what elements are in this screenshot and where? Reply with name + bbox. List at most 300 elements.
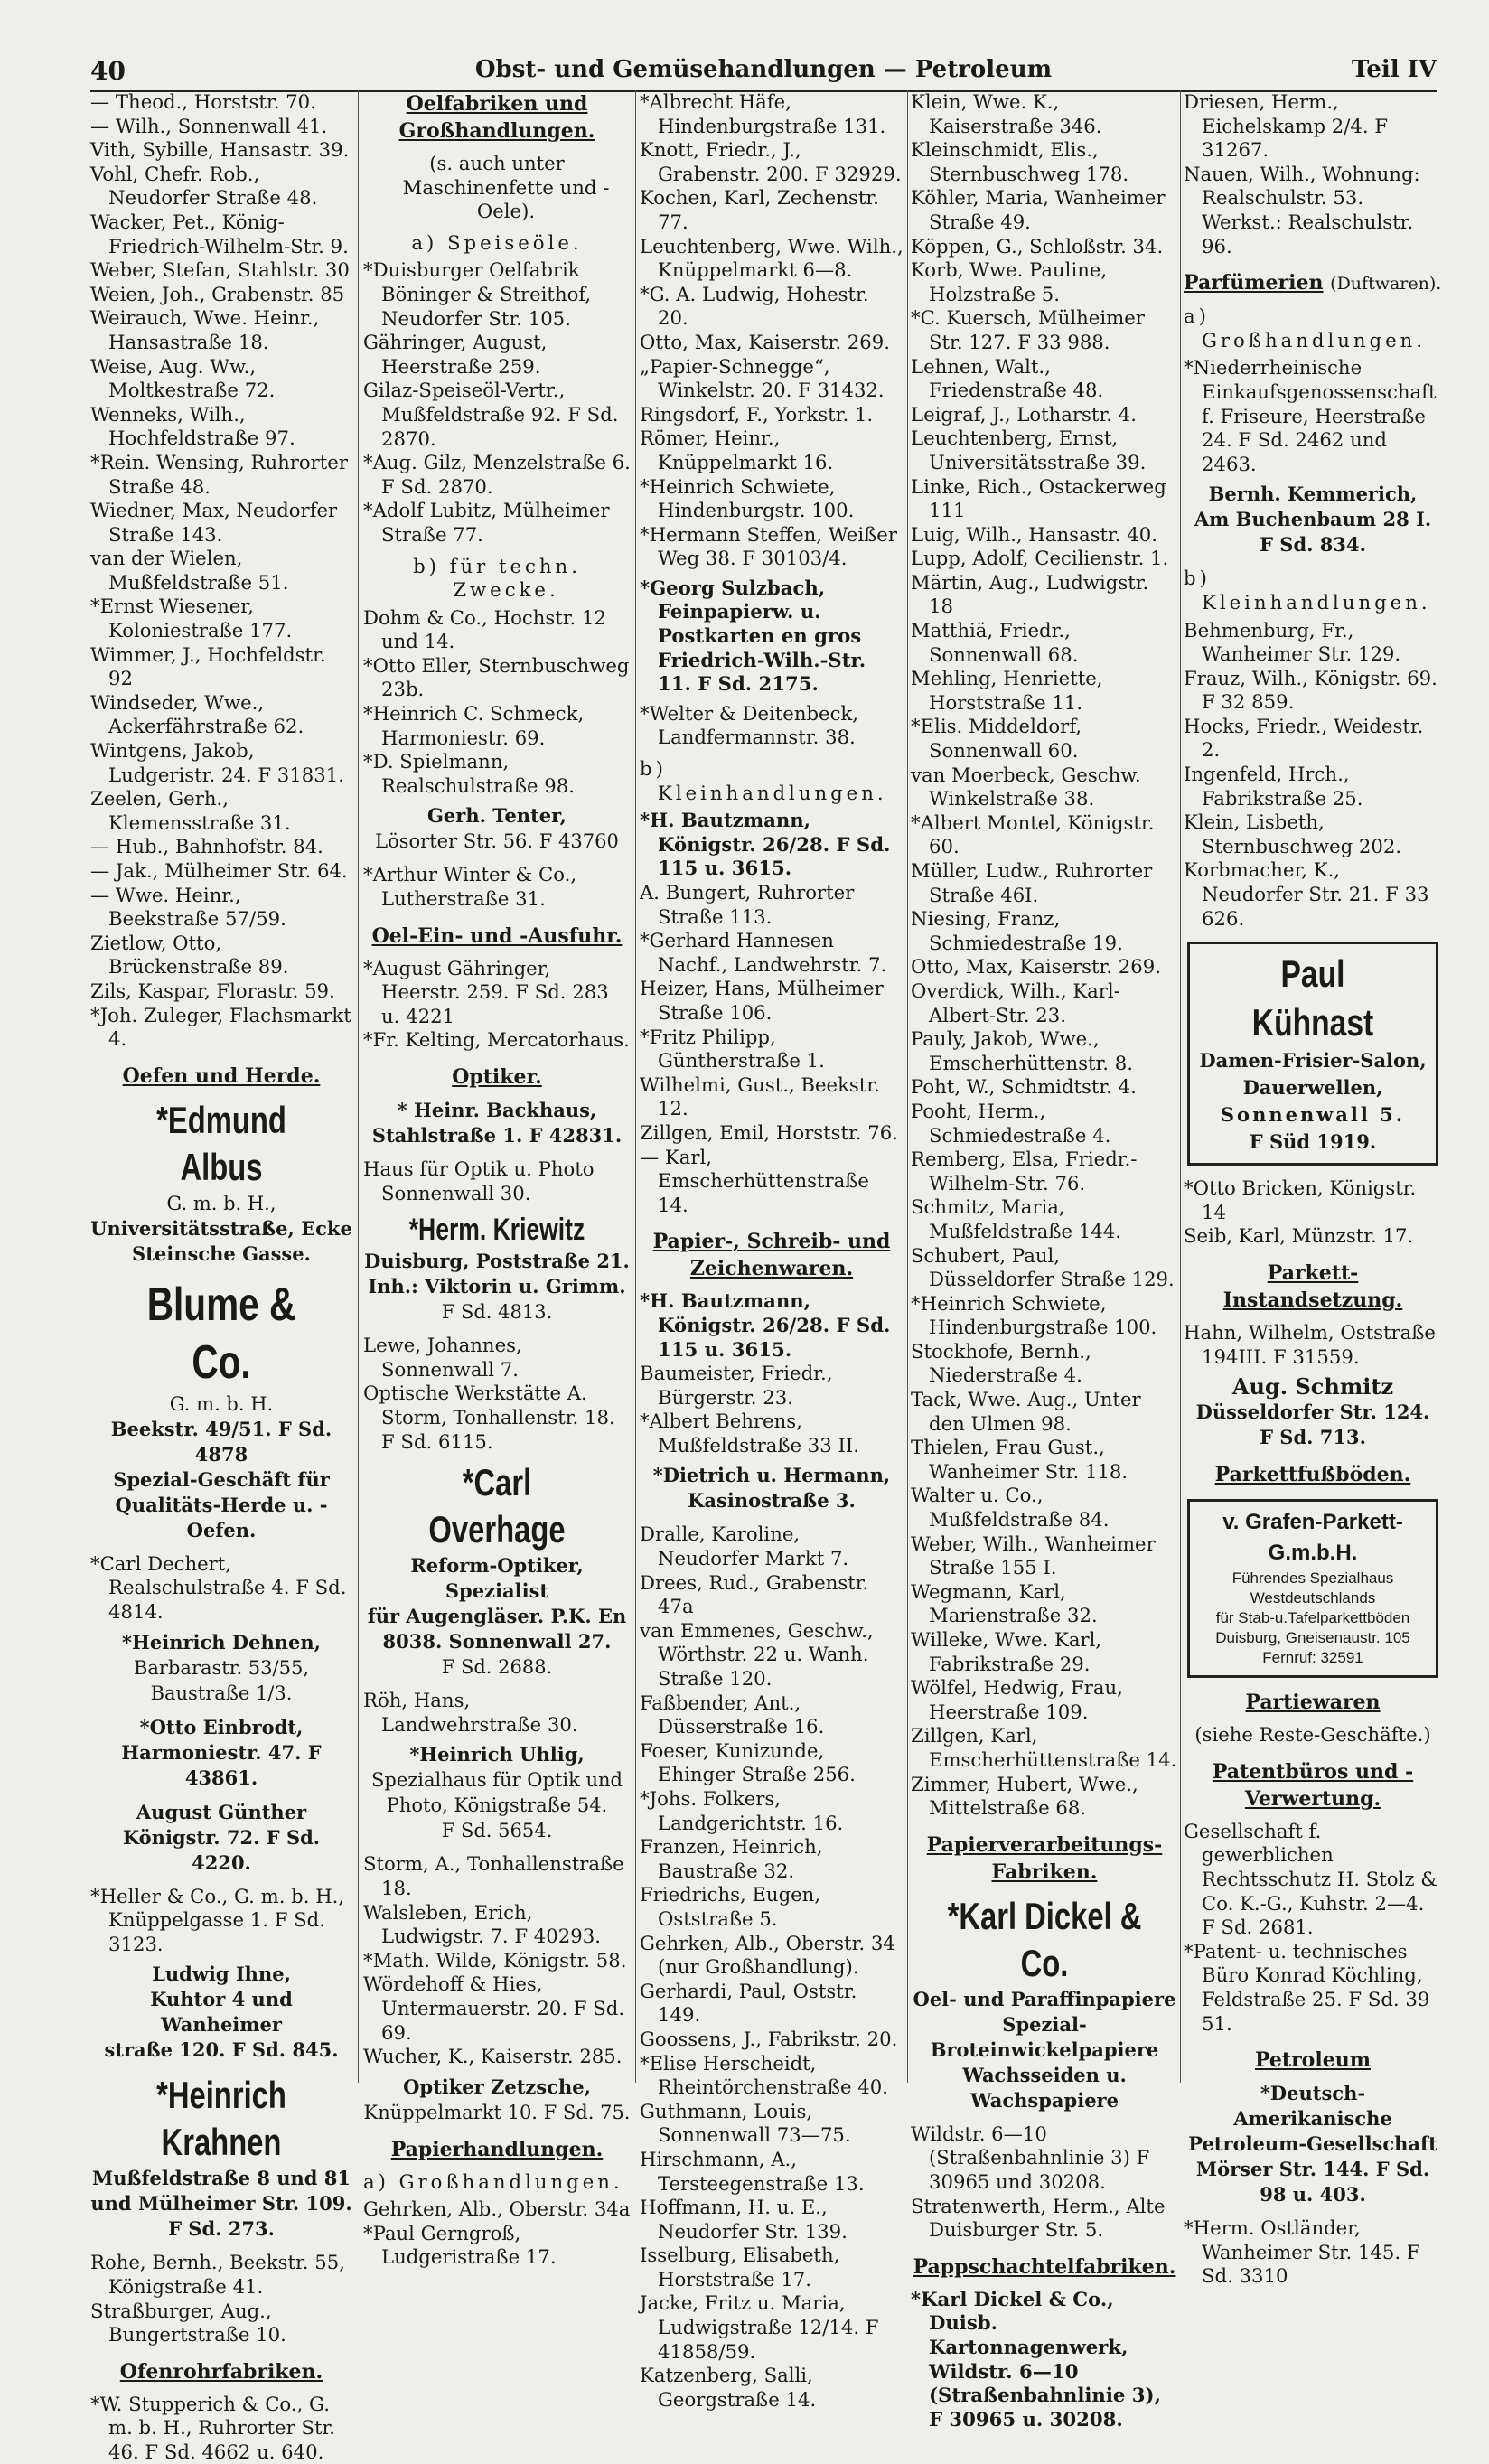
listing-entry: Isselburg, Elisabeth, Horststraße 17. (640, 2244, 840, 2291)
listing-entry: Mehling, Henriette, Horststraße 11. (911, 667, 1103, 714)
section-heading-papier-schreib: Papier-, Schreib- und Zeichenwaren. (652, 1230, 891, 1281)
ad-line: Duisburg, Gneisenaustr. 105 (1215, 1629, 1410, 1647)
listing-entry: Stockhofe, Bernh., Niederstraße 4. (911, 1339, 1091, 1387)
listing-entry: *Herm. Ostländer, Wanheimer Str. 145. F Sd. 3310 (1184, 2216, 1420, 2288)
listing-entry: Zils, Kaspar, Florastr. 59. (90, 979, 335, 1002)
listing-entry: *Elis. Middeldorf, Sonnenwall 60. (911, 715, 1082, 763)
entry-dickel-kartonnagen: *Karl Dickel & Co., Duisb. Kartonnagenwerk, Wildstr. 6—10 (Straßenbahnlinie 3), F 30965 u. 30208. (911, 2287, 1161, 2431)
ad-line: Knüppelmarkt 10. F Sd. 75. (363, 2101, 631, 2123)
listing-entry: Korbmacher, K., Neudorfer Str. 21. F 33 626. (1184, 858, 1429, 930)
listing-entry: Röh, Hans, Landwehrstraße 30. (363, 1689, 578, 1736)
listing-entry: *Carl Dechert, Realschulstraße 4. F Sd. 4814. (90, 1551, 347, 1623)
entry-dickel-address: Wildstr. 6—10 (Straßenbahnlinie 3) F 30965 und 30208. (911, 2122, 1150, 2193)
ad-line: Optiker Zetzsche, (403, 2075, 591, 2098)
listing-entry: Straßburger, Aug., Bungertstraße 10. (90, 2299, 286, 2347)
entry-list (363, 1334, 631, 1454)
listing-entry: Köppen, G., Schloßstr. 34. (911, 234, 1164, 258)
ad-line: Steinsche Gasse. (132, 1241, 311, 1265)
listing-entry: *Albrecht Häfe, Hindenburgstraße 131. (640, 90, 886, 137)
listing-entry: Katzenberg, Salli, Georgstraße 14. (640, 2364, 817, 2411)
ad-guenther (90, 1800, 352, 1876)
section-heading-oel: Oelfabriken und Großhandlungen. (398, 92, 595, 143)
listing-entry: Zietlow, Otto, Brückenstraße 89. (90, 931, 289, 979)
entry-list (1184, 1820, 1442, 2036)
listing-entry: Gerhardi, Paul, Oststr. 149. (640, 1979, 857, 2027)
entry-list (363, 606, 631, 799)
listing-entry: — Theod., Horststr. 70. (90, 90, 316, 113)
entry-list (911, 90, 1178, 1821)
column-2 (363, 90, 631, 2269)
listing-entry: Seib, Karl, Münzstr. 17. (1184, 1224, 1414, 1248)
entry-list (363, 957, 631, 1053)
listing-entry: Goossens, J., Fabrikstr. 20. (640, 2027, 898, 2050)
ad-line: F Sd. 2688. (441, 1656, 553, 1679)
listing-entry: Thielen, Frau Gust., Wanheimer Str. 118. (911, 1436, 1128, 1483)
ad-line: Qualitäts-Herde u. -Oefen. (115, 1493, 328, 1541)
listing-entry: Stratenwerth, Herm., Alte Duisburger Str. 5. (911, 2194, 1166, 2242)
listing-entry: Wacker, Pet., König-Friedrich-Wilhelm-Str. 9. (90, 210, 349, 258)
listing-entry: *Otto Bricken, Königstr. 14 (1184, 1176, 1417, 1223)
listing-entry: Knott, Friedr., J., Grabenstr. 200. F 32929. (640, 138, 902, 185)
ad-line: G. m. b. H. (169, 1392, 274, 1415)
listing-entry: Weber, Stefan, Stahlstr. 30 (90, 258, 350, 282)
ad-line: Photo, Königstraße 54. (386, 1794, 608, 1817)
listing-entry: Hirschmann, A., Tersteegenstraße 13. (640, 2147, 865, 2195)
listing-entry: Wiedner, Max, Neudorfer Straße 143. (90, 499, 338, 546)
listing-entry: Hahn, Wilhelm, Oststraße 194III. F 31559. (1184, 1321, 1436, 1368)
listing-entry: Luig, Wilh., Hansastr. 40. (911, 522, 1157, 546)
entry-list (363, 1852, 631, 2068)
column-rule (358, 90, 359, 2083)
listing-entry: Weien, Joh., Grabenstr. 85 (90, 282, 345, 305)
listing-entry: Zimmer, Hubert, Wwe., Mittelstraße 68. (911, 1772, 1138, 1820)
listing-entry: Leigraf, J., Lotharstr. 4. (911, 402, 1137, 426)
ad-line: *Deutsch-Amerikanische (1233, 2082, 1392, 2131)
listing-entry: Lehnen, Walt., Friedenstraße 48. (911, 354, 1104, 402)
listing-entry: Wölfel, Hedwig, Frau, Heerstraße 109. (911, 1676, 1123, 1723)
listing-entry: Baumeister, Friedr., Bürgerstr. 23. (640, 1362, 833, 1409)
ad-line: 8038. Sonnenwall 27. (382, 1630, 612, 1654)
column-rule (635, 90, 636, 2083)
subheading: a) Großhandlungen. (1184, 304, 1426, 351)
column-4 (911, 90, 1178, 2431)
entry-list (640, 90, 904, 571)
listing-entry: Gesellschaft f. gewerblichen Rechtsschutz H. Stolz & Co. K.-G., Kuhstr. 2—4. F Sd. 2681. (1184, 1819, 1438, 1939)
ad-line: Damen-Frisier-Salon, (1199, 1049, 1427, 1073)
listing-entry: *Aug. Gilz, Menzelstraße 6. F Sd. 2870. (363, 451, 631, 498)
ad-line: Harmoniestr. 47. F 43861. (121, 1740, 322, 1789)
ad-line: Spezial-Broteinwickelpapiere (930, 2012, 1159, 2061)
ad-petroleum (1184, 2081, 1442, 2207)
listing-entry: *Elise Herscheidt, Rheintörchenstraße 40. (640, 2051, 888, 2099)
section-heading-parkett: Parkett-Instandsetzung. (1222, 1261, 1403, 1312)
listing-entry: *Math. Wilde, Königstr. 58. (363, 1948, 627, 1972)
listing-entry: *Arthur Winter & Co., Lutherstraße 31. (363, 863, 577, 911)
listing-entry: Gehrken, Alb., Oberstr. 34 (nur Großhandlung). (640, 1931, 895, 1979)
ad-line: Bernh. Kemmerich, (1208, 482, 1418, 506)
listing-entry: *D. Spielmann, Realschulstraße 98. (363, 750, 575, 797)
listing-entry: Nauen, Wilh., Wohnung: Realschulstr. 53. Werkst.: Realschulstr. 96. (1184, 162, 1420, 258)
listing-entry: Faßbender, Ant., Düsserstraße 16. (640, 1691, 825, 1738)
ad-line: August Günther (136, 1800, 307, 1823)
listing-entry: Weirauch, Wwe. Heinr., Hansastraße 18. (90, 306, 320, 353)
listing-entry: *Fr. Kelting, Mercatorhaus. (363, 1028, 630, 1052)
entry-list (90, 90, 352, 1052)
ad-uhlig (363, 1742, 631, 1843)
listing-entry: *Fritz Philipp, Güntherstraße 1. (640, 1025, 825, 1073)
ad-line: Aug. Schmitz (1231, 1373, 1394, 1401)
ad-line: Ludwig Ihne, (152, 1963, 291, 1986)
ad-grafen (1187, 1499, 1438, 1678)
listing-entry: Optische Werkstätte A. Storm, Tonhallenstr. 18. F Sd. 6115. (363, 1382, 615, 1453)
ad-krahnen (90, 2072, 352, 2242)
ad-blume (90, 1276, 352, 1543)
entry-list (363, 1157, 631, 1205)
ad-tenter (363, 803, 631, 854)
entry-list (90, 2251, 352, 2347)
ad-line: Reform-Optiker, Spezialist (410, 1554, 584, 1603)
ad-line: F Sd. 4813. (441, 1301, 553, 1324)
listing-entry: Wucher, K., Kaiserstr. 285. (363, 2045, 623, 2068)
entry-list (640, 1522, 904, 2412)
ad-ihne (90, 1962, 352, 2063)
entry-bautzmann: *H. Bautzmann, Königstr. 26/28. F Sd. 115 u. 3615. (640, 809, 891, 880)
listing-entry: *C. Kuersch, Mülheimer Str. 127. F 33 988. (911, 306, 1145, 353)
listing-entry: Leuchtenberg, Wwe. Wilh., Knüppelmarkt 6—8. (640, 234, 904, 282)
ad-line: Spezialhaus für Optik und (370, 1769, 623, 1792)
listing-entry: Märtin, Aug., Ludwigstr. 18 (911, 570, 1149, 618)
listing-entry: *Hermann Steffen, Weißer Weg 38. F 30103/4. (640, 522, 897, 570)
ad-line: Dauerwellen, (1242, 1076, 1383, 1100)
ad-kuehnast (1187, 942, 1438, 1166)
ad-line: Königstr. 72. F Sd. 4220. (122, 1825, 321, 1874)
listing-entry: Hoffmann, H. u. E., Neudorfer Str. 139. (640, 2196, 848, 2243)
ad-line: F Sd. 5654. (441, 1820, 553, 1842)
listing-entry: Franzen, Heinrich, Baustraße 32. (640, 1835, 823, 1882)
ad-blume-name: Blume & Co. (146, 1278, 296, 1389)
listing-entry: *Heller & Co., G. m. b. H., Knüppelgasse 1. F Sd. 3123. (90, 1884, 345, 1955)
ad-line: Lösorter Str. 56. F 43760 (375, 830, 619, 853)
ad-line: 98 u. 403. (1260, 2183, 1366, 2206)
listing-entry: Wimmer, J., Hochfeldstr. 92 (90, 642, 326, 690)
listing-entry: Poht, W., Schmidtstr. 4. (911, 1075, 1137, 1099)
listing-entry: Heizer, Hans, Mülheimer Straße 106. (640, 977, 884, 1024)
listing-entry: Zillgen, Karl, Emscherhüttenstraße 14. (911, 1724, 1177, 1771)
ad-line: G. m. b. H., (166, 1192, 276, 1214)
listing-entry: Pooht, Herm., Schmiedestraße 4. (911, 1099, 1111, 1147)
ad-line: Kasinostraße 3. (688, 1489, 856, 1513)
listing-entry: *Albert Behrens, Mußfeldstraße 33 II. (640, 1410, 859, 1457)
note: (s. auch unter Maschinenfette und -Oele). (402, 152, 610, 223)
entry-welter: *Welter & Deitenbeck, Landfermannstr. 38. (640, 701, 859, 749)
listing-entry: Köhler, Maria, Wanheimer Straße 49. (911, 186, 1166, 233)
ad-line: Fernruf: 32591 (1262, 1649, 1363, 1667)
section-heading-parkettboden: Parkettfußböden. (1214, 1463, 1411, 1487)
entry-list (363, 258, 631, 547)
listing-entry: Willeke, Wwe. Karl, Fabrikstraße 29. (911, 1628, 1102, 1675)
listing-entry: Ingenfeld, Hrch., Fabrikstraße 25. (1184, 763, 1363, 810)
ad-line: Gerh. Tenter, (426, 804, 567, 828)
section-heading-papier: Papierhandlungen. (390, 2137, 604, 2161)
listing-entry: Storm, A., Tonhallenstraße 18. (363, 1852, 624, 1899)
ad-kuehnast-name: Paul Kühnast (1251, 952, 1374, 1045)
ad-line: Inh.: Viktorin u. Grimm. (368, 1275, 626, 1298)
ad-zetzsche (363, 2075, 631, 2125)
subheading: b) für techn. Zwecke. (413, 554, 581, 602)
ad-line: Stahlstraße 1. F 42831. (371, 1124, 623, 1147)
listing-entry: — Jak., Mülheimer Str. 64. (90, 859, 348, 882)
entry-niederrhein: *Niederrheinische Einkaufsgenossenschaft f. Friseure, Heerstraße 24. F Sd. 2462 und 2463. (1184, 356, 1437, 475)
listing-entry: Haus für Optik u. Photo Sonnenwall 30. (363, 1157, 595, 1204)
entry-list (90, 2393, 352, 2464)
subheading: b) Kleinhandlungen. (640, 757, 887, 804)
listing-entry: *Heinrich C. Schmeck, Harmoniestr. 69. (363, 702, 585, 749)
listing-entry: *Joh. Zuleger, Flachsmarkt 4. (90, 1003, 351, 1051)
listing-entry: Römer, Heinr., Knüppelmarkt 16. (640, 426, 834, 473)
ad-schmitz (1184, 1374, 1442, 1450)
ad-overhage (363, 1459, 631, 1680)
listing-entry: Kochen, Karl, Zechenstr. 77. (640, 186, 879, 233)
ad-line: * Heinr. Backhaus, (397, 1099, 597, 1121)
ad-line: Wachsseiden u. Wachspapiere (962, 2063, 1127, 2112)
section-heading-patent: Patentbüros und -Verwertung. (1212, 1759, 1414, 1811)
listing-entry: Drees, Rud., Grabenstr. 47a (640, 1570, 869, 1618)
listing-entry: Dohm & Co., Hochstr. 12 und 14. (363, 605, 606, 653)
listing-entry: *Heinrich Schwiete, Hindenburgstraße 100. (911, 1291, 1157, 1339)
entry-list (90, 1552, 352, 1625)
listing-entry: Kleinschmidt, Elis., Sternbuschweg 178. (911, 138, 1129, 185)
listing-entry: Frauz, Wilh., Königstr. 69. F 32 859. (1184, 666, 1437, 714)
listing-entry: *Johs. Folkers, Landgerichtstr. 16. (640, 1787, 844, 1834)
listing-entry: — Wwe. Heinr., Beekstraße 57/59. (90, 883, 286, 931)
section-heading-ofen: Oefen und Herde. (122, 1063, 321, 1088)
entry-list (1184, 1176, 1442, 1249)
entry-list (1184, 2216, 1442, 2289)
listing-entry: *Gerhard Hannesen Nachf., Landwehrstr. 7. (640, 929, 887, 976)
ad-grafen-name: v. Grafen-Parkett-G.m.b.H. (1222, 1510, 1403, 1566)
section-heading-papierverarb: Papierverarbeitungs-Fabriken. (926, 1832, 1163, 1884)
ad-line: Mörser Str. 144. F Sd. (1195, 2158, 1430, 2181)
ad-line: Duisburg, Poststraße 21. (364, 1250, 630, 1273)
entry-bautzmann: *H. Bautzmann, Königstr. 26/28. F Sd. 115 u. 3615. (640, 1289, 891, 1361)
ad-line: F Süd 1919. (1249, 1130, 1377, 1154)
entry-list (640, 881, 904, 1217)
listing-entry: Otto, Max, Kaiserstr. 269. (911, 955, 1161, 979)
listing-entry: Zeelen, Gerh., Klemensstraße 31. (90, 787, 291, 834)
listing-entry: Weise, Aug. Ww., Moltkestraße 72. (90, 354, 276, 402)
entry-list (363, 2197, 631, 2270)
section-label: Teil IV (1351, 56, 1437, 83)
listing-entry: Wilhelmi, Gust., Beekstr. 12. (640, 1073, 880, 1120)
listing-entry: Matthiä, Friedr., Sonnenwall 68. (911, 619, 1079, 666)
ad-line: und Mülheimer Str. 109. (90, 2192, 352, 2216)
listing-entry: Overdick, Wilh., Karl-Albert-Str. 23. (911, 979, 1120, 1026)
listing-entry: Hocks, Friedr., Weidestr. 2. (1184, 714, 1424, 762)
listing-entry: *W. Stupperich & Co., G. m. b. H., Ruhrorter Str. 46. F Sd. 4662 u. 640. (90, 2392, 336, 2463)
ad-line: für Stab-u.Tafelparkettböden (1215, 1609, 1410, 1627)
ad-dehnen (90, 1630, 352, 1706)
listing-entry: Pauly, Jakob, Wwe., Emscherhüttenstr. 8. (911, 1027, 1133, 1074)
listing-entry: Walter u. Co., Mußfeldstraße 84. (911, 1484, 1110, 1532)
listing-entry: Driesen, Herm., Eichelskamp 2/4. F 31267. (1184, 90, 1389, 162)
entry-list (1184, 619, 1442, 932)
ad-line: F Sd. 713. (1260, 1426, 1366, 1449)
section-heading-partie: Partiewaren (1245, 1691, 1381, 1715)
listing-entry: Foeser, Kunizunde, Ehinger Straße 256. (640, 1738, 856, 1786)
ad-line: *Dietrich u. Hermann, (652, 1464, 891, 1487)
listing-entry: „Papier-Schnegge“, Winkelstr. 20. F 31432. (640, 354, 885, 402)
listing-entry: Klein, Lisbeth, Sternbuschweg 202. (1184, 810, 1402, 857)
column-5 (1184, 90, 1442, 2288)
ad-line: Westdeutschlands (1250, 1589, 1376, 1607)
listing-entry: *Otto Eller, Sternbuschweg 23b. (363, 653, 630, 701)
listing-entry: Zillgen, Emil, Horststr. 76. (640, 1120, 898, 1144)
listing-entry: Wenneks, Wilh., Hochfeldstraße 97. (90, 402, 295, 450)
listing-entry: Wördehoff & Hies, Untermauerstr. 20. F Sd. 69. (363, 1972, 625, 2044)
listing-entry: *Patent- u. technisches Büro Konrad Köchling, Feldstraße 25. F Sd. 39 51. (1184, 1939, 1430, 2035)
ad-einbrodt (90, 1715, 352, 1791)
listing-entry: *August Gähringer, Heerstr. 259. F Sd. 283 u. 4221 (363, 956, 609, 1027)
ad-kriewitz (363, 1211, 631, 1325)
ad-dickel-name: *Karl Dickel & Co. (947, 1894, 1142, 1984)
entry-list (363, 863, 631, 911)
ad-kemmerich (1184, 482, 1442, 557)
ad-overhage-name: *Carl Overhage (428, 1461, 566, 1551)
ad-line: *Heinrich Dehnen, (122, 1630, 321, 1654)
entry-list (363, 1689, 631, 1737)
ad-line: Barbarastr. 53/55, Baustraße 1/3. (133, 1656, 309, 1704)
listing-entry: Lupp, Adolf, Cecilienstr. 1. (911, 547, 1169, 570)
listing-entry: Tack, Wwe. Aug., Unter den Ulmen 98. (911, 1388, 1141, 1435)
entry-list (911, 2195, 1178, 2243)
listing-entry: A. Bungert, Ruhrorter Straße 113. (640, 881, 855, 928)
section-heading-oelein: Oel-Ein- und -Ausfuhr. (371, 923, 623, 948)
listing-entry: van Emmenes, Geschw., Wörthstr. 22 u. Wanh. Straße 120. (640, 1618, 874, 1691)
section-heading-pappschachtel: Pappschachtelfabriken. (913, 2254, 1176, 2279)
listing-entry: Wegmann, Karl, Marienstraße 32. (911, 1579, 1098, 1627)
note: (siehe Reste-Geschäfte.) (1194, 1723, 1431, 1747)
listing-entry: Ringsdorf, F., Yorkstr. 1. (640, 402, 874, 426)
listing-entry: — Wilh., Sonnenwall 41. (90, 114, 328, 137)
listing-entry: van Moerbeck, Geschw. Winkelstraße 38. (911, 763, 1141, 810)
ad-hermann (640, 1463, 904, 1513)
section-heading-ofenrohr: Ofenrohrfabriken. (119, 2359, 323, 2384)
entry-list (1184, 90, 1442, 258)
ad-line: Beekstr. 49/51. F Sd. 4878 (110, 1417, 332, 1466)
listing-entry: Behmenburg, Fr., Wanheimer Str. 129. (1184, 618, 1401, 666)
section-heading-parfuem: Parfümerien (Duftwaren). (1184, 271, 1442, 295)
listing-entry: Jacke, Fritz u. Maria, Ludwigstraße 12/14. F 41858/59. (640, 2291, 879, 2363)
ad-backhaus (363, 1098, 631, 1148)
ad-albus (90, 1097, 352, 1267)
listing-entry: Rohe, Bernh., Beekstr. 55, Königstraße 41. (90, 2251, 345, 2298)
section-heading-petroleum: Petroleum (1254, 2048, 1371, 2073)
column-3 (640, 90, 904, 2411)
listing-entry: *Adolf Lubitz, Mülheimer Straße 77. (363, 499, 610, 546)
listing-entry: *Paul Gerngroß, Ludgeristraße 17. (363, 2221, 557, 2269)
ad-line: Führendes Spezialhaus (1231, 1569, 1394, 1588)
listing-entry: Niesing, Franz, Schmiedestraße 19. (911, 907, 1123, 954)
ad-line: *Otto Einbrodt, (139, 1715, 304, 1738)
ad-line: Mußfeldstraße 8 und 81 (91, 2167, 351, 2190)
ad-albus-name: *Edmund Albus (156, 1098, 286, 1188)
entry-list (1184, 1321, 1442, 1369)
ad-krahnen-name: *Heinrich Krahnen (156, 2074, 286, 2164)
listing-entry: Friedrichs, Eugen, Oststraße 5. (640, 1883, 821, 1930)
ad-line: Am Buchenbaum 28 I. (1194, 508, 1432, 531)
listing-entry: Gähringer, August, Heerstraße 259. (363, 331, 548, 378)
listing-entry: *Ernst Wiesener, Koloniestraße 177. (90, 595, 293, 642)
listing-entry: Weber, Wilh., Wanheimer Straße 155 I. (911, 1532, 1156, 1579)
listing-entry: Müller, Ludw., Ruhrorter Straße 46I. (911, 859, 1153, 906)
subheading: a) Speiseöle. (411, 230, 583, 254)
ad-line: für Augengläser. P.K. En (367, 1605, 627, 1628)
listing-entry: Remberg, Elsa, Friedr.-Wilhelm-Str. 76. (911, 1148, 1138, 1195)
ad-line: F Sd. 273. (168, 2217, 275, 2241)
ad-line: Düsseldorfer Str. 124. (1195, 1401, 1430, 1424)
listing-entry: — Hub., Bahnhofstr. 84. (90, 835, 323, 858)
ad-line: Kuhtor 4 und Wanheimer (150, 1988, 293, 2037)
listing-entry: *G. A. Ludwig, Hohestr. 20. (640, 282, 869, 330)
listing-entry: Dralle, Karoline, Neudorfer Markt 7. (640, 1522, 849, 1570)
ad-line: Sonnenwall 5. (1220, 1103, 1406, 1127)
listing-entry: Gehrken, Alb., Oberstr. 34a (363, 2197, 631, 2221)
listing-entry: — Karl, Emscherhüttenstraße 14. (640, 1145, 869, 1216)
listing-entry: Leuchtenberg, Ernst, Universitätsstraße 39. (911, 426, 1147, 473)
listing-entry: Vohl, Chefr. Rob., Neudorfer Straße 48. (90, 162, 318, 210)
ad-line: Oel- und Paraffinpapiere (913, 1987, 1176, 2010)
entry-sulzbach: *Georg Sulzbach, Feinpapierw. u. Postkarten en gros Friedrich-Wilh.-Str. 11. F Sd. 2175. (640, 576, 866, 696)
listing-entry: Klein, Wwe. K., Kaiserstraße 346. (911, 90, 1102, 137)
listing-entry: Otto, Max, Kaiserstr. 269. (640, 330, 890, 353)
listing-entry: *Duisburger Oelfabrik Böninger & Streithof, Neudorfer Str. 105. (363, 258, 592, 330)
ad-dickel (911, 1893, 1178, 2113)
ad-line: Spezial-Geschäft für (113, 1467, 330, 1491)
page-number: 40 (90, 56, 126, 86)
listing-entry: *Rein. Wensing, Ruhrorter Straße 48. (90, 450, 348, 498)
ad-line: Petroleum-Gesellschaft (1188, 2132, 1437, 2156)
ad-line: Universitätsstraße, Ecke (90, 1216, 352, 1240)
listing-entry: Wintgens, Jakob, Ludgeristr. 24. F 31831. (90, 739, 344, 786)
column-1 (90, 90, 352, 2463)
listing-entry: Guthmann, Louis, Sonnenwall 73—75. (640, 2099, 851, 2147)
page-title: Obst- und Gemüsehandlungen — Petroleum (474, 56, 1053, 83)
ad-line: *Heinrich Uhlig, (409, 1743, 585, 1766)
listing-entry: van der Wielen, Mußfeldstraße 51. (90, 547, 289, 594)
listing-entry: *Albert Montel, Königstr. 60. (911, 810, 1155, 858)
listing-entry: Vith, Sybille, Hansastr. 39. (90, 138, 350, 162)
entry-list (640, 1362, 904, 1457)
column-rule (907, 90, 908, 2083)
listing-entry: Walsleben, Erich, Ludwigstr. 7. F 40293. (363, 1900, 601, 1948)
listing-entry: *Heinrich Schwiete, Hindenburgstr. 100. (640, 474, 855, 522)
listing-entry: Linke, Rich., Ostackerweg 111 (911, 474, 1166, 522)
listing-entry: Schubert, Paul, Düsseldorfer Straße 129. (911, 1243, 1175, 1291)
entry-list (90, 1885, 352, 1957)
ad-kriewitz-name: *Herm. Kriewitz (408, 1213, 585, 1248)
listing-entry: Korb, Wwe. Pauline, Holzstraße 5. (911, 258, 1108, 305)
listing-entry: Gilaz-Speiseöl-Vertr., Mußfeldstraße 92. F Sd. 2870. (363, 379, 619, 450)
ad-line: straße 120. F Sd. 845. (104, 2038, 339, 2062)
subheading: b) Kleinhandlungen. (1184, 567, 1431, 614)
ad-line: F Sd. 834. (1260, 533, 1366, 557)
subheading: a) Großhandlungen. (363, 2169, 623, 2193)
listing-entry: Lewe, Johannes, Sonnenwall 7. (363, 1334, 522, 1381)
section-heading-optiker: Optiker. (452, 1065, 542, 1089)
page-header (90, 52, 1437, 92)
listing-entry: Schmitz, Maria, Mußfeldstraße 144. (911, 1195, 1121, 1242)
column-rule (1180, 90, 1181, 2083)
